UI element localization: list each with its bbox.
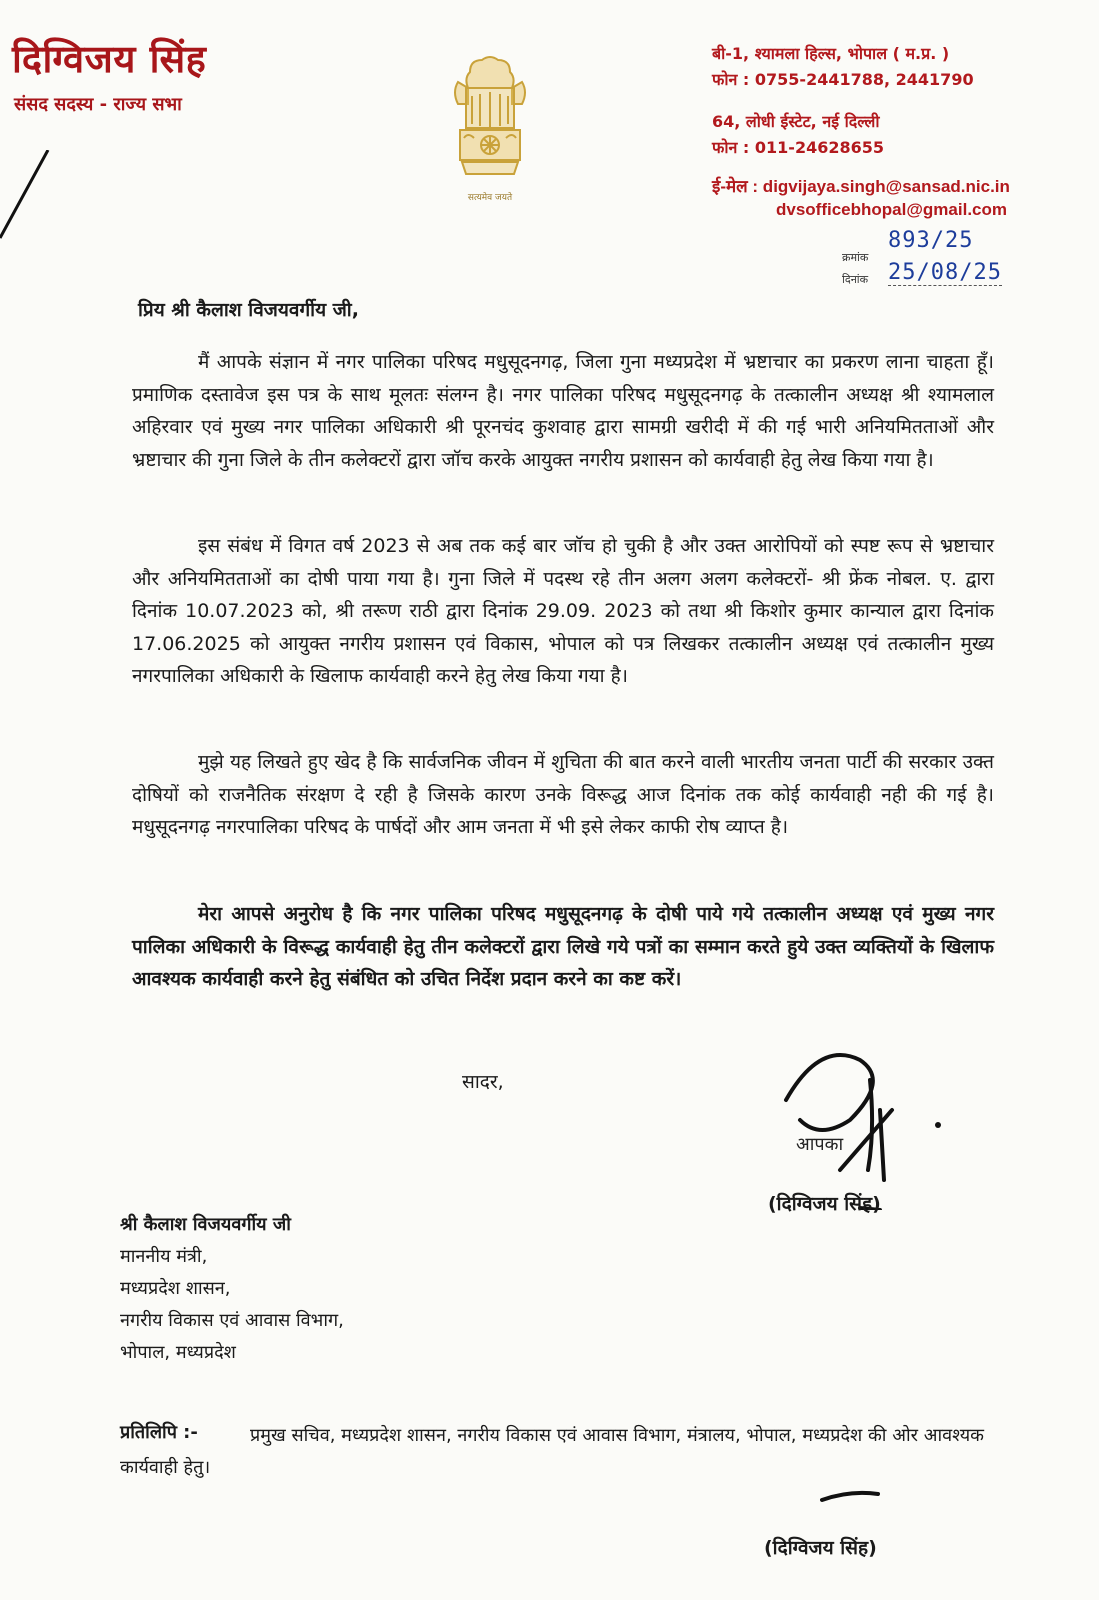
page-edge-line — [0, 150, 50, 240]
initial-mark — [820, 1490, 880, 1504]
address-bhopal: बी-1, श्यामला हिल्स, भोपाल ( म.प्र. ) — [712, 44, 950, 63]
dinank-value: 25/08/25 — [888, 260, 1002, 285]
addressee-line-2: माननीय मंत्री, — [120, 1246, 208, 1267]
kramank-label: क्रमांक — [842, 251, 869, 264]
national-emblem — [440, 52, 540, 210]
phone-delhi: फोन : 011-24628655 — [712, 138, 885, 157]
closing: सादर, — [462, 1071, 504, 1093]
copy-text: प्रमुख सचिव, मध्यप्रदेश शासन, नगरीय विकास एवं आवास विभाग, मंत्रालय, भोपाल, मध्यप्रदेश की ओर आवश्यक कार्यवाही हेतु। — [120, 1425, 985, 1478]
addressee-line-5: भोपाल, मध्यप्रदेश — [120, 1342, 236, 1363]
addressee-line-3: मध्यप्रदेश शासन, — [120, 1278, 231, 1299]
paragraph-2: इस संबंध में विगत वर्ष 2023 से अब तक कई बार जॉच हो चुकी है और उक्त आरोपियों को स्पष्ट रूप से भ्रष्टाचार और अनियमितताओं का दोषी पाया गया है। गुना जिले में पदस्थ रहे तीन अलग अलग कलेक्टरों- श्री फ्रेंक नोबल. ए. द्वारा दिनांक 10.07.2023 को, श्री तरूण राठी द्वारा दिनांक 29.09. 2023 को तथा श्री किशोर कुमार कान्याल द्वारा दिनांक 17.06.2025 को आयुक्त नगरीय प्रशासन एवं विकास, भोपाल को पत्र लिखकर तत्कालीन अध्यक्ष एवं तत्कालीन मुख्य नगरपालिका अधिकारी के खिलाफ कार्यवाही करने हेतु लेख किया गया है। — [132, 535, 994, 687]
emblem-motto: सत्यमेव जयते — [467, 193, 513, 203]
dinank-label: दिनांक — [842, 273, 869, 286]
addressee-name: श्री कैलाश विजयवर्गीय जी — [120, 1214, 291, 1235]
address-delhi: 64, लोधी ईस्टेट, नई दिल्ली — [712, 112, 880, 131]
sender-designation: संसद सदस्य - राज्य सभा — [14, 94, 182, 115]
signatory-name: (दिग्विजय सिंह) — [768, 1193, 881, 1215]
paragraph-4-request: मेरा आपसे अनुरोध है कि नगर पालिका परिषद मधुसूदनगढ़ के दोषी पाये गये तत्कालीन अध्यक्ष एवं मुख्य नगर पालिका अधिकारी के विरूद्ध कार्यवाही हेतु तीन कलेक्टरों द्वारा लिखे गये पत्रों का सम्मान करते हुये उक्त व्यक्तियों के खिलाफ आवश्यक कार्यवाही करने हेतु संबंधित को उचित निर्देश प्रदान करने का कष्ट करें। — [132, 903, 994, 990]
paragraph-1: मैं आपके संज्ञान में नगर पालिका परिषद मधुसूदनगढ़, जिला गुना मध्यप्रदेश में भ्रष्टाचार का प्रकरण लाना चाहता हूँ। प्रमाणिक दस्तावेज इस पत्र के साथ मूलतः संलग्न है। नगर पालिका परिषद मधुसूदनगढ़ के तत्कालीन अध्यक्ष श्री श्यामलाल अहिरवार एवं मुख्य नगर पालिका अधिकारी श्री पूरनचंद कुशवाह द्वारा सामग्री खरीदी में की गई भारी अनियमितताओं और भ्रष्टाचार की गुना जिले के तीन कलेक्टरों द्वारा जॉच करके आयुक्त नगरीय प्रशासन को कार्यवाही हेतु लेख किया गया है। — [132, 351, 994, 471]
ashoka-emblem-icon — [440, 52, 540, 210]
email-primary: ई-मेल : digvijaya.singh@sansad.nic.in — [712, 177, 1010, 196]
phone-bhopal: फोन : 0755-2441788, 2441790 — [712, 70, 974, 89]
paragraph-3: मुझे यह लिखते हुए खेद है कि सार्वजनिक जीवन में शुचिता की बात करने वाली भारतीय जनता पार्टी की सरकार उक्त दोषियों को राजनैतिक संरक्षण दे रही है जिसके कारण उनके विरूद्ध आज दिनांक तक कोई कार्यवाही नही की गई है। मधुसूदनगढ़ नगरपालिका परिषद के पार्षदों और आम जनता में भी इसे लेकर काफी रोष व्याप्त है। — [132, 751, 994, 838]
addressee-line-4: नगरीय विकास एवं आवास विभाग, — [120, 1310, 344, 1331]
copy-label: प्रतिलिपि :- — [120, 1422, 198, 1443]
signature-over-text: आपका — [796, 1134, 844, 1155]
handwritten-signature — [780, 1040, 980, 1210]
salutation: प्रिय श्री कैलाश विजयवर्गीय जी, — [138, 299, 359, 321]
kramank-value: 893/25 — [888, 228, 974, 253]
signatory-name-bottom: (दिग्विजय सिंह) — [764, 1537, 877, 1559]
email-secondary: dvsofficebhopal@gmail.com — [776, 200, 1008, 219]
sender-name: दिग्विजय सिंह — [12, 36, 207, 81]
